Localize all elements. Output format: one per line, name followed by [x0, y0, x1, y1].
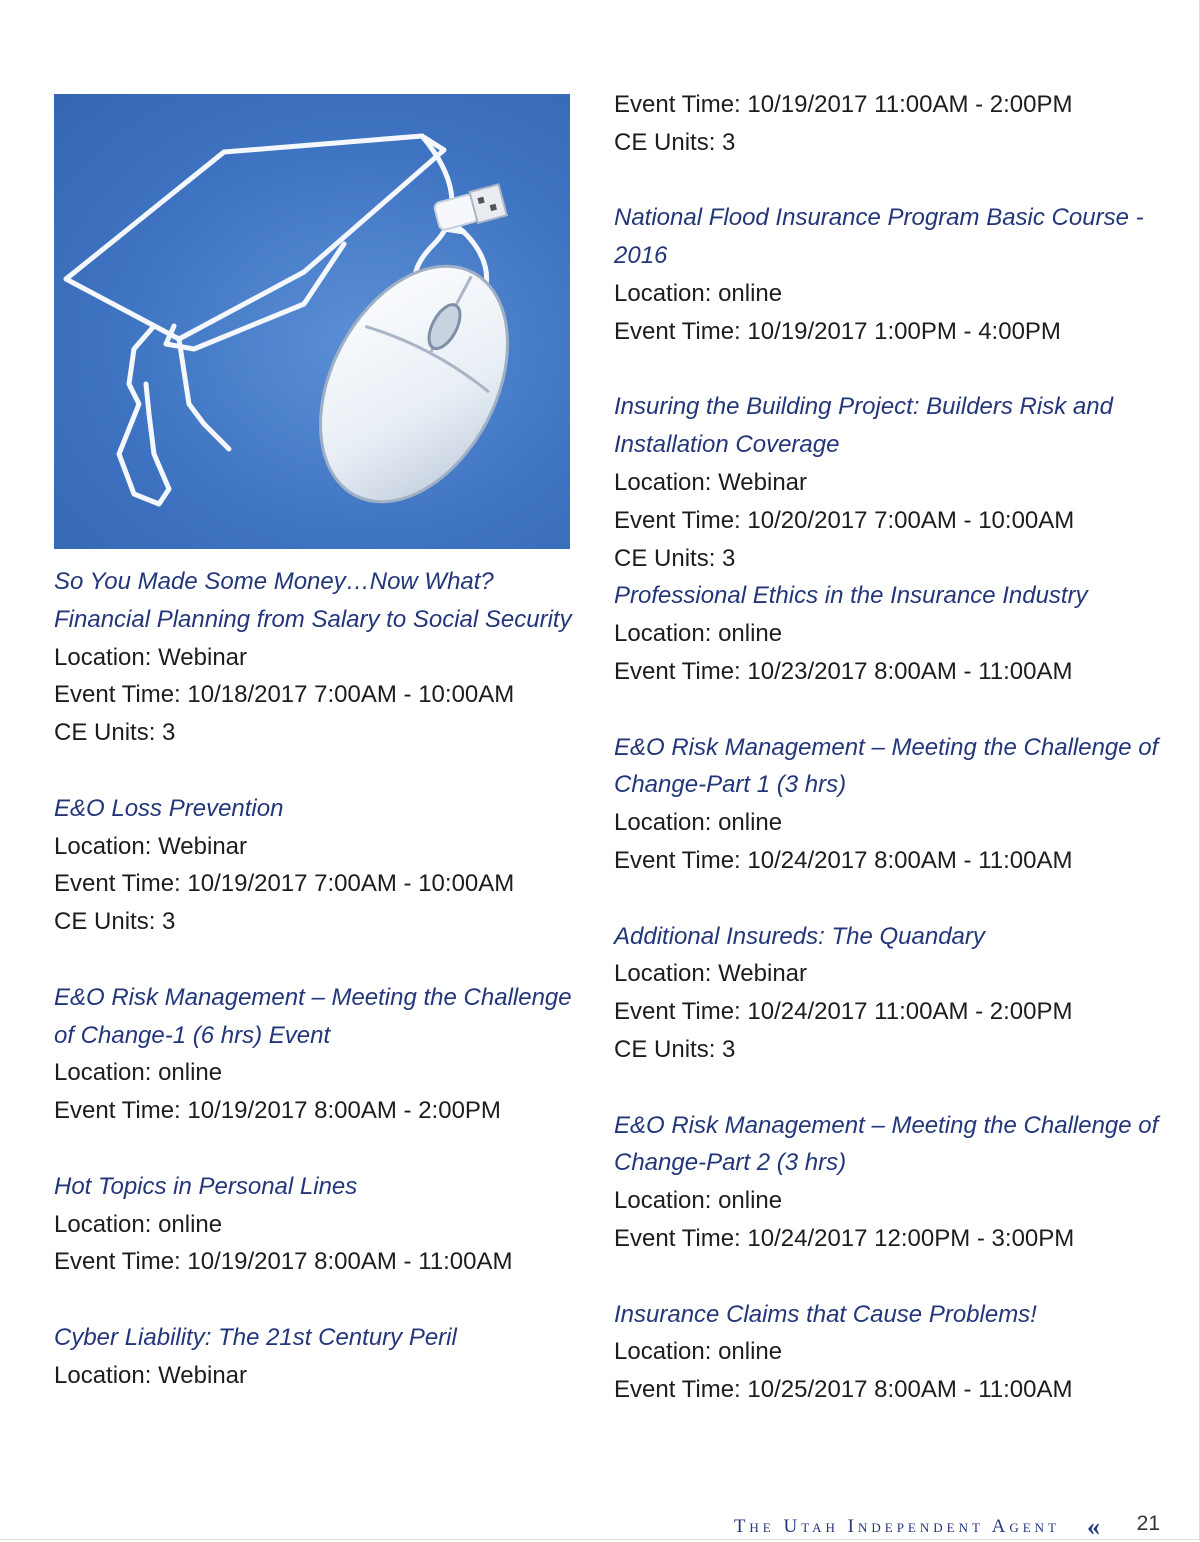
event-time: Event Time: 10/24/2017 12:00PM - 3:00PM — [614, 1224, 1075, 1252]
event-time: Event Time: 10/19/2017 7:00AM - 10:00AM — [54, 870, 515, 898]
event-item — [614, 1296, 1174, 1409]
event-title[interactable]: Insuring the Building Project: Builders Risk and Installation Coverage — [614, 393, 1113, 459]
event-title[interactable]: Hot Topics in Personal Lines — [54, 1172, 358, 1200]
event-location: Location: online — [614, 279, 783, 307]
event-continuation — [614, 86, 1174, 162]
event-item — [614, 577, 1174, 690]
page-footer — [0, 1512, 1200, 1542]
event-time: Event Time: 10/24/2017 8:00AM - 11:00AM — [614, 846, 1073, 874]
event-title[interactable]: E&O Risk Management – Meeting the Challenge of Change-1 (6 hrs) Event — [54, 983, 572, 1049]
event-location: Location: Webinar — [54, 832, 248, 860]
event-item — [54, 1319, 594, 1395]
right-column — [614, 86, 1174, 1409]
event-title[interactable]: National Flood Insurance Program Basic Course - 2016 — [614, 204, 1144, 270]
event-location: Location: online — [614, 1187, 783, 1215]
event-ce-units: CE Units: 3 — [614, 1035, 736, 1063]
event-location: Location: online — [614, 620, 783, 648]
double-chevron-left-icon: « — [1087, 1512, 1100, 1541]
publication-name: The Utah Independent Agent — [733, 1516, 1060, 1537]
event-item — [614, 1107, 1174, 1258]
event-ce-units: CE Units: 3 — [614, 544, 736, 572]
event-item — [614, 199, 1174, 350]
event-title[interactable]: So You Made Some Money…Now What? Financial Planning from Salary to Social Security — [54, 568, 572, 633]
event-time: Event Time: 10/25/2017 8:00AM - 11:00AM — [614, 1376, 1073, 1404]
graduation-cap-mouse-image — [54, 94, 570, 549]
event-location: Location: Webinar — [54, 1361, 248, 1389]
event-item — [54, 790, 594, 941]
event-time: Event Time: 10/23/2017 8:00AM - 11:00AM — [614, 657, 1073, 685]
event-time: Event Time: 10/19/2017 8:00AM - 11:00AM — [54, 1248, 513, 1276]
event-time: Event Time: 10/19/2017 8:00AM - 2:00PM — [54, 1097, 501, 1125]
event-time: Event Time: 10/24/2017 11:00AM - 2:00PM — [614, 998, 1073, 1026]
event-title[interactable]: E&O Risk Management – Meeting the Challenge of Change-Part 1 (3 hrs) — [614, 733, 1159, 799]
event-location: Location: Webinar — [614, 960, 808, 988]
event-title[interactable]: Cyber Liability: The 21st Century Peril — [54, 1323, 457, 1351]
event-ce-units: CE Units: 3 — [614, 128, 736, 156]
event-title[interactable]: Additional Insureds: The Quandary — [614, 922, 985, 950]
event-ce-units: CE Units: 3 — [54, 908, 176, 936]
event-title[interactable]: E&O Risk Management – Meeting the Challenge of Change-Part 2 (3 hrs) — [614, 1111, 1159, 1177]
event-item — [54, 979, 594, 1130]
event-ce-units: CE Units: 3 — [54, 719, 176, 747]
left-column — [54, 563, 594, 1432]
event-location: Location: online — [54, 1059, 223, 1087]
event-time: Event Time: 10/18/2017 7:00AM - 10:00AM — [54, 681, 515, 709]
event-item — [54, 563, 594, 752]
event-item — [614, 388, 1174, 577]
event-item — [614, 729, 1174, 880]
event-title[interactable]: Professional Ethics in the Insurance Industry — [614, 582, 1088, 610]
event-location: Location: online — [614, 809, 783, 837]
event-location: Location: Webinar — [54, 643, 248, 671]
event-title[interactable]: Insurance Claims that Cause Problems! — [614, 1300, 1037, 1328]
event-location: Location: online — [614, 1338, 783, 1366]
event-time: Event Time: 10/20/2017 7:00AM - 10:00AM — [614, 506, 1075, 534]
graduation-cap-mouse-icon — [54, 94, 570, 549]
event-item — [54, 1168, 594, 1281]
page-number: 21 — [1136, 1512, 1160, 1535]
event-time: Event Time: 10/19/2017 11:00AM - 2:00PM — [614, 91, 1073, 118]
event-location: Location: Webinar — [614, 468, 808, 496]
event-time: Event Time: 10/19/2017 1:00PM - 4:00PM — [614, 317, 1061, 345]
event-location: Location: online — [54, 1210, 223, 1238]
event-item — [614, 918, 1174, 1069]
event-title[interactable]: E&O Loss Prevention — [54, 794, 284, 822]
